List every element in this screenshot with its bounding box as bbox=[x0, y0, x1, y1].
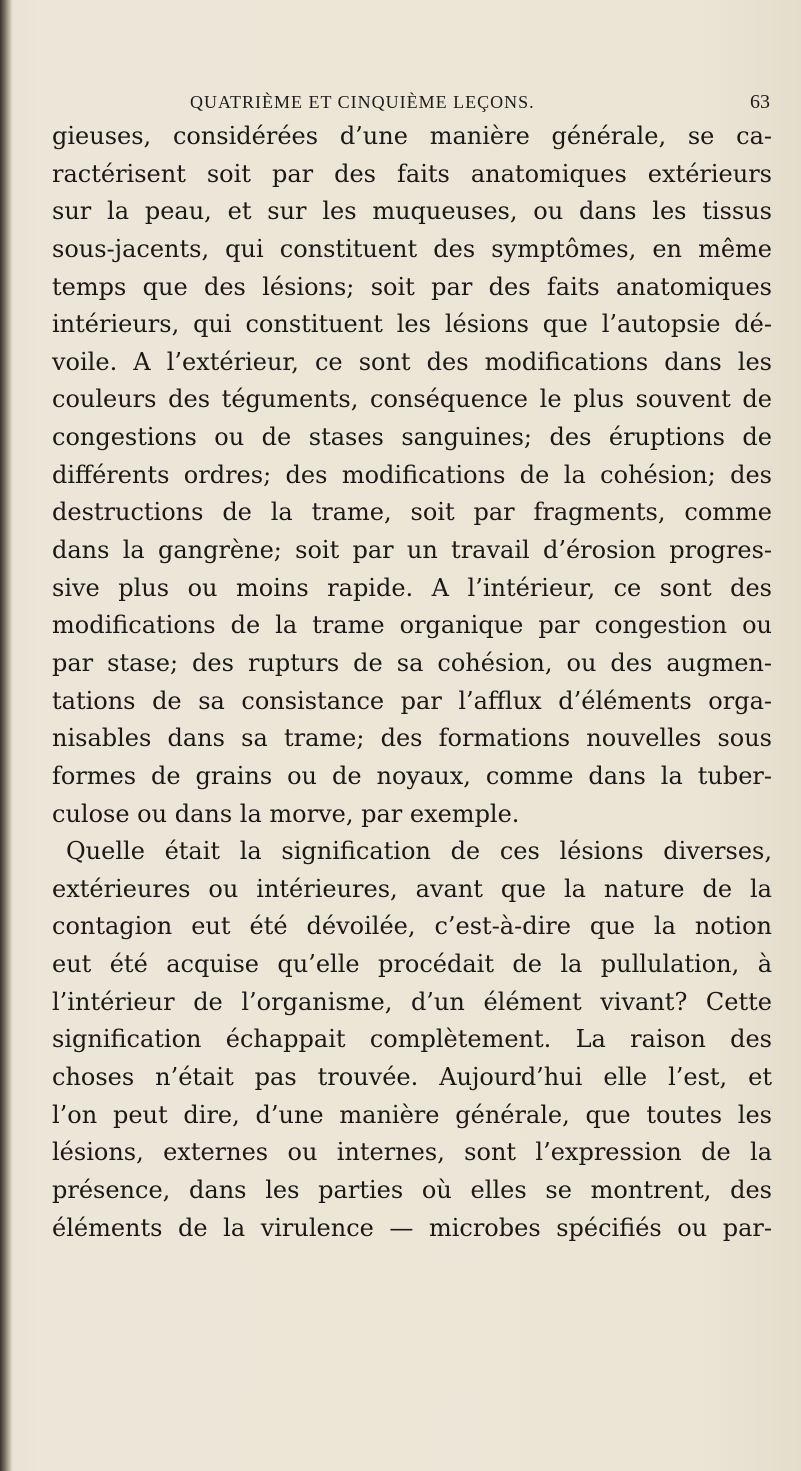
text-line: eut été acquise qu’elle procédait de la pullulation, à bbox=[52, 950, 772, 979]
text-line: Quelle était la signification de ces lésions diverses, bbox=[66, 837, 772, 866]
page-header bbox=[180, 92, 770, 120]
text-line: destructions de la trame, soit par fragments, comme bbox=[52, 498, 772, 527]
page-number: 63 bbox=[750, 91, 770, 113]
text-line: signification échappait complètement. La raison des bbox=[52, 1025, 772, 1054]
text-line: culose ou dans la morve, par exemple. bbox=[52, 799, 520, 828]
text-line: voile. A l’extérieur, ce sont des modifications dans les bbox=[52, 347, 772, 376]
text-line: nisables dans sa trame; des formations nouvelles sous bbox=[52, 724, 772, 753]
text-line: congestions ou de stases sanguines; des éruptions de bbox=[52, 423, 772, 452]
text-line: gieuses, considérées d’une manière générale, se ca- bbox=[52, 122, 772, 150]
text-line: formes de grains ou de noyaux, comme dans la tuber- bbox=[52, 761, 772, 790]
text-line: éléments de la virulence — microbes spécifiés ou par- bbox=[52, 1213, 772, 1242]
text-line: intérieurs, qui constituent les lésions que l’autopsie dé- bbox=[52, 310, 772, 339]
body-text bbox=[52, 118, 772, 1247]
page-binding-edge bbox=[0, 0, 12, 1471]
text-line: modifications de la trame organique par congestion ou bbox=[52, 611, 772, 640]
text-line: sive plus ou moins rapide. A l’intérieur, ce sont des bbox=[52, 573, 772, 602]
text-line: l’intérieur de l’organisme, d’un élément vivant? Cette bbox=[52, 987, 772, 1016]
text-line: contagion eut été dévoilée, c’est-à-dire que la notion bbox=[52, 912, 772, 941]
text-line: présence, dans les parties où elles se montrent, des bbox=[52, 1175, 772, 1204]
text-line: extérieures ou intérieures, avant que la nature de la bbox=[52, 874, 772, 903]
text-line: dans la gangrène; soit par un travail d’érosion progres- bbox=[52, 536, 772, 565]
text-line: sous-jacents, qui constituent des symptômes, en même bbox=[52, 234, 772, 263]
text-line: temps que des lésions; soit par des faits anatomiques bbox=[52, 272, 772, 301]
running-title: QUATRIÈME ET CINQUIÈME LEÇONS. bbox=[190, 92, 535, 112]
text-line: choses n’était pas trouvée. Aujourd’hui elle l’est, et bbox=[52, 1063, 772, 1092]
text-line: sur la peau, et sur les muqueuses, ou dans les tissus bbox=[52, 197, 772, 226]
text-line: par stase; des rupturs de sa cohésion, ou des augmen- bbox=[52, 648, 772, 677]
text-line: couleurs des téguments, conséquence le plus souvent de bbox=[52, 385, 772, 414]
text-line: différents ordres; des modifications de la cohésion; des bbox=[52, 460, 772, 489]
text-line: tations de sa consistance par l’afflux d’éléments orga- bbox=[52, 686, 772, 715]
text-line: lésions, externes ou internes, sont l’expression de la bbox=[52, 1138, 772, 1167]
text-line: l’on peut dire, d’une manière générale, que toutes les bbox=[52, 1100, 772, 1129]
text-line: ractérisent soit par des faits anatomiques extérieurs bbox=[52, 159, 772, 188]
